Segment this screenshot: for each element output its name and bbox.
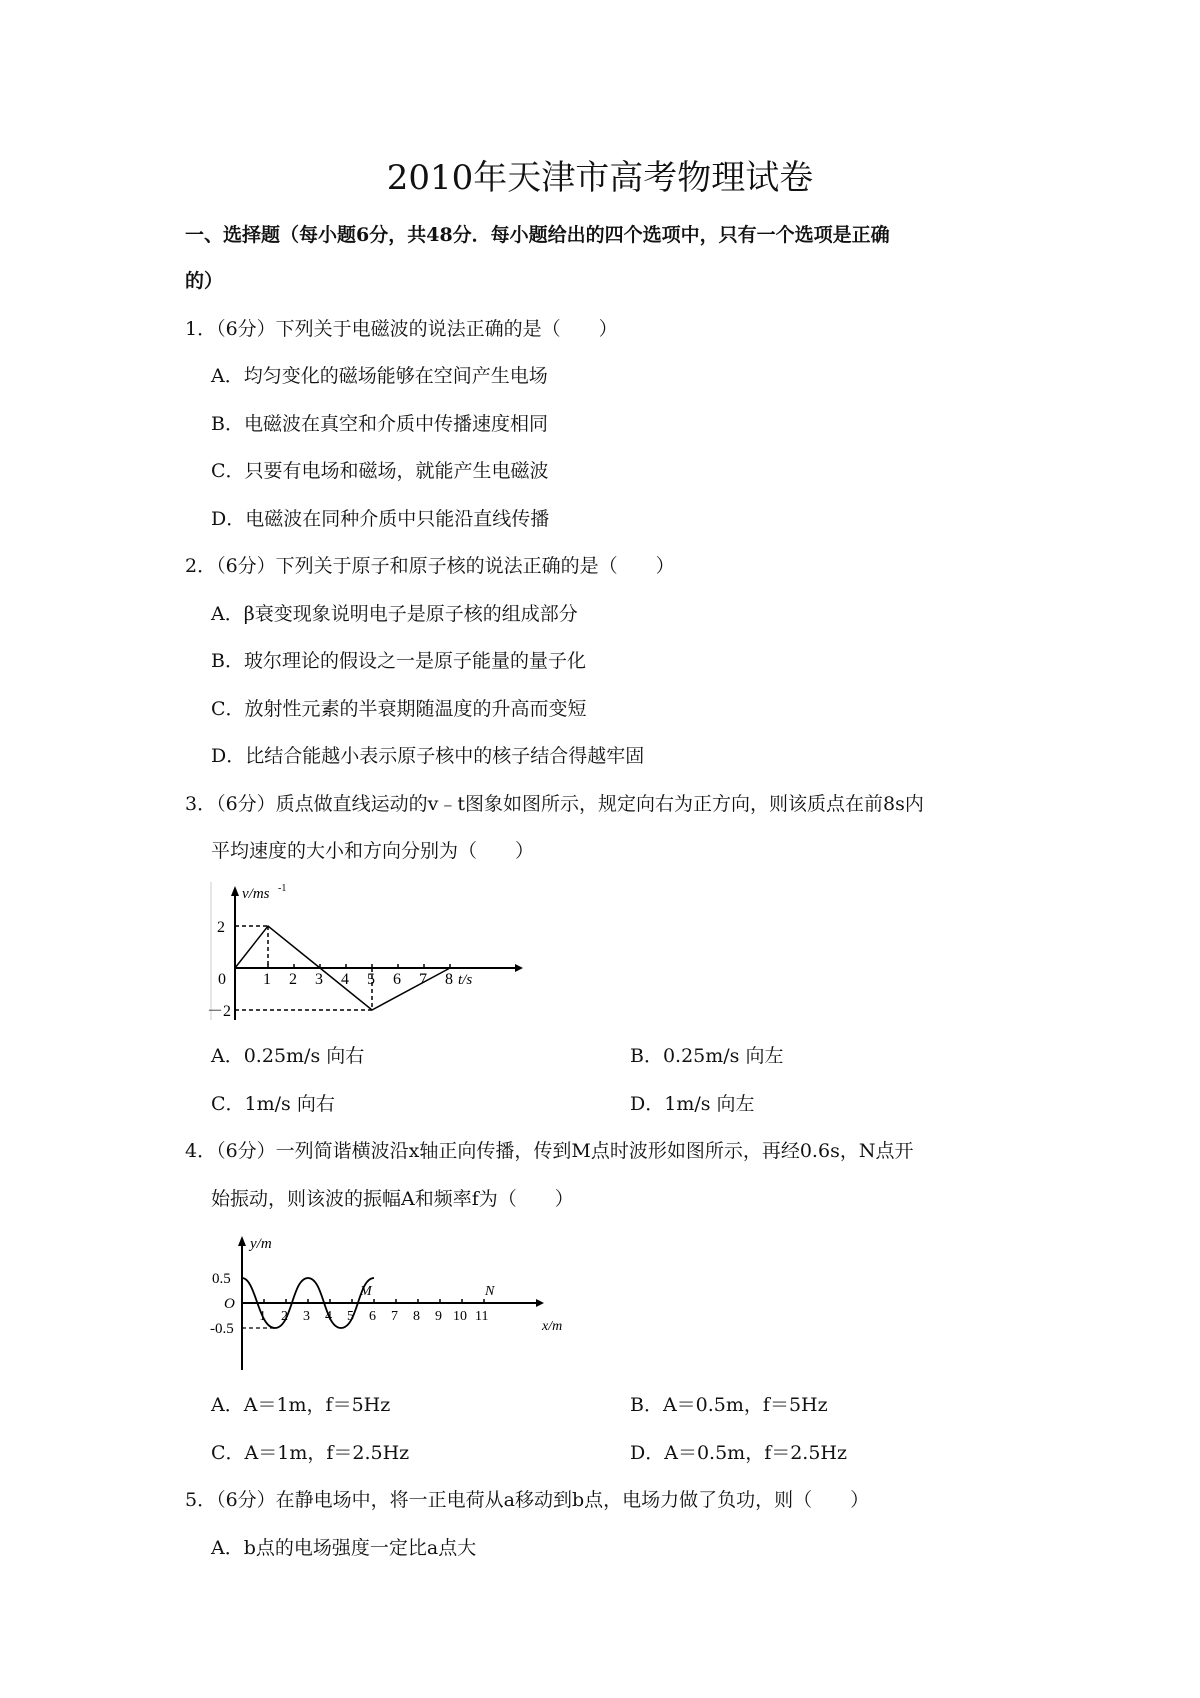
- wave-x-tick-11: 11: [475, 1309, 489, 1324]
- question-2-option-d: D．比结合能越小表示原子核中的核子结合得越牢固: [211, 745, 645, 767]
- vt-origin: 0: [218, 971, 226, 988]
- question-5-option-a: A．b点的电场强度一定比a点大: [211, 1537, 477, 1559]
- question-4-option-a: A．A＝1m，f＝5Hz: [211, 1394, 391, 1416]
- vt-x-axis-arrow: [515, 964, 523, 972]
- wave-y-label: y/m: [250, 1236, 272, 1252]
- vt-x-tick-8: 8: [445, 971, 453, 988]
- wave-y-tick-neg: -0.5: [210, 1321, 234, 1337]
- question-1-option-d: D．电磁波在同种介质中只能沿直线传播: [211, 508, 550, 530]
- wave-point-n: N: [485, 1284, 495, 1299]
- vt-x-label: t/s: [458, 972, 473, 988]
- question-3-option-a: A．0.25m/s 向右: [211, 1045, 365, 1067]
- question-2-stem: 2．（6分）下列关于原子和原子核的说法正确的是（ ）: [185, 555, 675, 577]
- wave-x-tick-5: 5: [347, 1309, 354, 1324]
- question-4-stem-line2: 始振动，则该波的振幅A和频率f为（ ）: [211, 1188, 574, 1210]
- vt-y-axis-arrow: [231, 886, 239, 896]
- vt-x-tick-7: 7: [419, 971, 427, 988]
- vt-x-tick-3: 3: [315, 971, 323, 988]
- question-3-stem-line2: 平均速度的大小和方向分别为（ ）: [211, 840, 535, 862]
- vt-y-label-sup: -1: [278, 883, 287, 894]
- wave-x-tick-2: 2: [281, 1309, 288, 1324]
- question-3-option-d: D．1m/s 向左: [630, 1093, 755, 1115]
- wave-x-tick-10: 10: [453, 1309, 467, 1324]
- vt-y-label: v/ms: [242, 886, 270, 902]
- section-heading-line1: 一、选择题（每小题6分，共48分．每小题给出的四个选项中，只有一个选项是正确: [185, 224, 890, 246]
- wave-x-tick-8: 8: [413, 1309, 420, 1324]
- wave-point-m: M: [360, 1284, 372, 1299]
- wave-origin: O: [224, 1296, 235, 1312]
- wave-x-tick-1: 1: [259, 1309, 266, 1324]
- wave-x-label: x/m: [542, 1319, 563, 1334]
- wave-x-tick-3: 3: [303, 1309, 310, 1324]
- question-1-stem: 1．（6分）下列关于电磁波的说法正确的是（ ）: [185, 318, 618, 340]
- question-2-option-b: B．玻尔理论的假设之一是原子能量的量子化: [211, 650, 586, 672]
- vt-graph-figure: [205, 880, 525, 1030]
- question-2-option-a: A．β衰变现象说明电子是原子核的组成部分: [211, 603, 578, 625]
- vt-y-tick-neg2: －2: [207, 1003, 232, 1020]
- wave-x-tick-7: 7: [391, 1309, 398, 1324]
- question-4-option-b: B．A＝0.5m，f＝5Hz: [630, 1394, 828, 1416]
- question-2-option-c: C．放射性元素的半衰期随温度的升高而变短: [211, 698, 587, 720]
- page-title: 2010年天津市高考物理试卷: [386, 158, 814, 198]
- wave-graph-figure: [210, 1230, 580, 1375]
- question-1-option-a: A．均匀变化的磁场能够在空间产生电场: [211, 365, 548, 387]
- vt-x-tick-6: 6: [393, 971, 401, 988]
- wave-x-tick-6: 6: [369, 1309, 376, 1324]
- wave-y-tick-pos: 0.5: [212, 1271, 231, 1287]
- question-5-stem: 5．（6分）在静电场中，将一正电荷从a移动到b点，电场力做了负功，则（ ）: [185, 1489, 870, 1511]
- question-4-option-c: C．A＝1m，f＝2.5Hz: [211, 1442, 410, 1464]
- wave-x-tick-4: 4: [325, 1309, 332, 1324]
- question-3-stem-line1: 3．（6分）质点做直线运动的v﹣t图象如图所示，规定向右为正方向，则该质点在前8s内: [185, 793, 924, 815]
- question-3-option-c: C．1m/s 向右: [211, 1093, 335, 1115]
- wave-x-axis-arrow: [536, 1299, 544, 1307]
- vt-x-tick-4: 4: [341, 971, 349, 988]
- vt-y-tick-2: 2: [217, 919, 225, 936]
- question-3-option-b: B．0.25m/s 向左: [630, 1045, 784, 1067]
- section-heading-line2: 的）: [185, 270, 224, 292]
- question-1-option-c: C．只要有电场和磁场，就能产生电磁波: [211, 460, 549, 482]
- question-4-stem-line1: 4．（6分）一列简谐横波沿x轴正向传播，传到M点时波形如图所示，再经0.6s，N点开: [185, 1140, 914, 1162]
- wave-y-axis-arrow: [238, 1236, 246, 1246]
- question-1-option-b: B．电磁波在真空和介质中传播速度相同: [211, 413, 548, 435]
- wave-x-tick-9: 9: [435, 1309, 442, 1324]
- vt-x-tick-5: 5: [367, 971, 375, 988]
- question-4-option-d: D．A＝0.5m，f＝2.5Hz: [630, 1442, 848, 1464]
- vt-x-tick-2: 2: [289, 971, 297, 988]
- vt-x-tick-1: 1: [263, 971, 271, 988]
